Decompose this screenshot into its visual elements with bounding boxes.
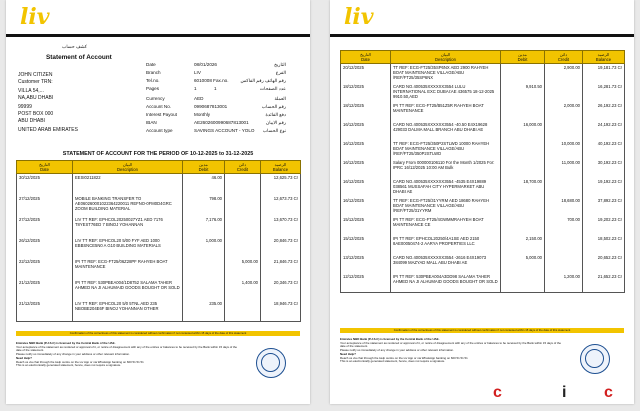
txn-credit [545,83,583,102]
header-rule [6,34,310,37]
col-header-description: البيان Description [391,51,501,64]
period-banner: STATEMENT OF ACCOUNT FOR THE PERIOD OF 10-12-2025 to 31-12-2025 [62,151,254,157]
txn-balance: 19,202.23 Cr [583,216,625,235]
footer-text: Emirates NBD Bank (P.J.S.C) is licensed by the Central Bank of the UAE. Your acceptance of the statement as rendered or approval of it, or notice of disagreement with any of the entries or balances to be received by the Bank within 15 days of the date of the statement. Please notify us immediately of any change in your address or other relevant information. Need Help? Reach us via chat through the Help centre on the Liv App or via WhatsApp banking on 600 51 51 51 This is an electronically generated statement, hence, does not require a signature. [16,341,237,368]
col-header-debit: مدين Debit [501,51,545,64]
txn-credit [225,300,261,322]
table-row [341,235,625,254]
txn-credit [225,216,261,237]
txn-description: CARD NO.400535XXXXXX3554 -4535 E4X19889 038561 MUSSAFAH CITY HYPERMARKET ABU DHABI AE [391,178,501,197]
txn-balance: 18,946.73 Cr [261,300,301,322]
txn-description: LIV TT REF: EPHCOL20 5/0 5TNL AED 235 NBOBE204E6F BINOJ YOHANNAN OTHER [73,300,183,322]
col-header-credit: دائن Credit [225,161,261,174]
txn-credit [545,178,583,197]
txn-balance: 13,670.73 Cr [261,216,301,237]
txn-balance: 12,673.73 Cr [261,195,301,216]
statement-page-1: liv كشف حساب Statement of Account JOHN CITIZEN Customer TRN: VILLA 54,... NA,ABU DHABI 99999 POST BOX 000 ABU DHABI UNITED ARAB EMIRATES Date 08/01/2026 التاريخ Branch LIV الفرع Tel.no. 6010008 Fax.no. رقم الهاتف رقم الفاكس Pages 1 1 عدد الصفحات Currency AED العملة Account No. 0990687813001 رقم الحساب Interest Payout Monthly دفع الفائدة IBAN AE2602600990687813001 رقم الايبان Account type SAVINGS ACCOUNT - YOLO نوع الحساب STATEMENT OF ACCOUNT FOR THE PERIOD OF 10-12-2025 to 31-12-2025 التاريخ Date البيان Description مدين Debit دائن Credit الرصيد Balance 30/12/2025 EESI0211822 46.00 12,625.73 Cr 27/12/2025 MOBILE BANKING TRANSFER TO AE060260001022364220011 REFNO-0FM0D4GRC ZOOM BUILDING MATERIAL 798.00 12,673.73 Cr 27/12/2025 LIV TT REF: EPHCOL20250027YZ1 AED 7176 T8YEST76ED 7 BINOJ YOHANNAN 7,176.00 13,670.73 Cr 26/12/2025 LIV TT REF: EPHCOL20 5/00 FYF AED 1000 EBBSNCE5N0 A G10 BUILDING MATERIALS 1,000.00 20,846.73 Cr 22/12/2025 IPI TT REF: ECG-FT25/06Z28PF RAHYEH BOAT MAINTENANCE 5,000.00 21,846.73 Cr 21/12/2025 IPI TT REF: 530PBEA004/1D8752 SALAMA TAHER AHMED NA JI ALHUMAID GOODS BOUGHT OR SOLD 1,400.00 20,346.73 Cr 21/12/2025 LIV TT REF: EPHCOL20 5/0 5TNL AED 235 NBOBE204E6F BINOJ YOHANNAN OTHER 235.00 18,946.73 Cr Confirmation of the correctness of this statement is considered without confirmation if not contested within 15 days of the date of this statement Emirates NBD Bank (P.J.S.C) is licensed by the Central Bank of the UAE. Your acceptance of the statement as rendered or approval of it, or notice of disagreement with any of the entries or balances to be received by the Bank within 15 days of the date of the statement. Please notify us immediately of any change in your address or other relevant information. Need Help? Reach us via chat through the Help centre on the Liv App or via WhatsApp banking on 600 51 51 51 This is an electronically generated statement, hence, does not require a signature. [6,0,310,404]
txn-debit [501,102,545,121]
txn-description: LIV TT REF: EPHCOL20 5/00 FYF AED 1000 EBBSNCE5N0 A G10 BUILDING MATERIALS [73,237,183,258]
txn-description: EESI0211822 [73,174,183,196]
txn-description: CARD NO.400535XXXXXX3554 LULU INTERNATIONAL EXC DUBAI:AE 436575 18-12-2025 9910.50,AED [391,83,501,102]
col-header-date: التاريخ Date [17,161,73,174]
txn-debit: 2,150.00 [501,235,545,254]
txn-date: 12/12/2025 [341,273,391,293]
txn-balance: 16,281.73 Cr [583,83,625,102]
table-row [341,140,625,159]
txn-description: TT REF: ECG-FT25/31YYRM AED 18680 RAHYEH BOAT MAINTENANCE VILLAGE/ABU /REF/FT25/31YYRM [391,197,501,216]
table-row [341,216,625,235]
txn-debit: 46.00 [183,174,225,196]
svg-text:liv: liv [20,4,50,30]
txn-credit [225,237,261,258]
watermark-letter: c [604,384,613,401]
watermark-letter: c [493,384,502,401]
footer-text: Emirates NBD Bank (P.J.S.C) is licensed by the Central Bank of the UAE. Your acceptance of the statement as rendered or approval of it, or notice of disagreement with any of the entries or balances to be received by the Bank within 15 days of the date of the statement. Please notify us immediately of any change in your address or other relevant information. Need Help? Reach us via chat through the Help centre on the Liv App or via WhatsApp banking on 600 51 51 51 This is an electronically generated statement, hence, does not require a signature. [340,337,561,364]
txn-description: IPI TT REF: EPHCOL20250/4A1SE AED 2150 8AE00050474-2 AARYA PROPERTIES LLC [391,235,501,254]
txn-debit [501,216,545,235]
txn-date: 16/12/2025 [341,140,391,159]
table-row [341,64,625,84]
txn-debit: 1,000.00 [183,237,225,258]
txn-description: IPI TT REF: 530PBEA004A3DD98 SALAMA TAHER AHMED NA JI ALHUMAID GOODS BOUGHT OR SOLD [391,273,501,293]
txn-date: 21/12/2025 [17,279,73,300]
txn-balance: 40,192.23 Cr [583,140,625,159]
col-header-balance: الرصيد Balance [261,161,301,174]
txn-date: 15/12/2025 [341,216,391,235]
header-rule [330,34,634,37]
table-row [341,83,625,102]
arabic-title: كشف حساب [62,44,87,49]
txn-debit [501,140,545,159]
liv-logo [18,4,58,30]
txn-credit: 1,200.00 [545,273,583,293]
txn-date: 16/12/2025 [341,197,391,216]
txn-credit: 1,400.00 [225,279,261,300]
table-row [341,254,625,273]
transactions-table-page-1 [16,160,301,322]
txn-credit: 700.00 [545,216,583,235]
txn-balance: 24,192.23 Cr [583,121,625,140]
txn-description: IPI TT REF: ECG-FT25/06Z28PF RAHYEH BOAT MAINTENANCE [73,258,183,279]
txn-credit: 2,900.00 [545,64,583,84]
txn-debit: 18,700.00 [501,178,545,197]
txn-balance: 20,346.73 Cr [261,279,301,300]
txn-date: 16/12/2025 [341,121,391,140]
txn-balance: 21,652.23 Cr [583,273,625,293]
txn-credit: 11,000.00 [545,159,583,178]
table-row [341,197,625,216]
svg-text:liv: liv [344,4,374,30]
txn-balance: 20,846.73 Cr [261,237,301,258]
txn-debit: 16,000.00 [501,121,545,140]
txn-date: 16/12/2025 [341,178,391,197]
txn-date: 27/12/2025 [17,216,73,237]
emirates-nbd-seal-icon [580,344,610,374]
txn-credit [225,174,261,196]
txn-date: 21/12/2025 [17,300,73,322]
txn-balance: 26,192.23 Cr [583,102,625,121]
txn-credit: 18,680.00 [545,197,583,216]
col-header-credit: دائن Credit [545,51,583,64]
table-row [17,216,301,237]
table-row [17,174,301,196]
txn-balance: 18,502.23 Cr [583,235,625,254]
txn-description: LIV TT REF: EPHCOL20250027YZ1 AED 7176 T8YEST76ED 7 BINOJ YOHANNAN [73,216,183,237]
table-row [341,102,625,121]
txn-debit: 5,000.00 [501,254,545,273]
table-row [17,237,301,258]
txn-debit: 235.00 [183,300,225,322]
txn-date: 16/12/2025 [341,159,391,178]
col-header-description: البيان Description [73,161,183,174]
txn-description: TT REF: ECG-FT25/35SP6NX AED 2900 RAHYEH BOAT MAINTENANCE VILLAGE/ABU /REF/FT25/35SP6NX [391,64,501,84]
txn-balance: 20,652.23 Cr [583,254,625,273]
txn-description: Salary From 000000106110 For the Month 1/2025 For: IPRC 16/12/2025 10:00 AM Bulk [391,159,501,178]
txn-debit [501,197,545,216]
txn-balance: 30,192.23 Cr [583,159,625,178]
txn-debit: 798.00 [183,195,225,216]
table-row [341,178,625,197]
txn-balance: 37,892.23 Cr [583,197,625,216]
txn-description: TT REF: ECG-FT25/350P2STLWD 10000 RAHYEH BOAT MAINTENANCE VILLAGE/ABU /REF/FT25/350P2STLWD [391,140,501,159]
txn-date: 26/12/2025 [17,237,73,258]
liv-logo [342,4,382,30]
col-header-date: التاريخ Date [341,51,391,64]
txn-balance: 19,181.73 Cr [583,64,625,84]
txn-credit [225,195,261,216]
col-header-debit: مدين Debit [183,161,225,174]
txn-description: IPI TT REF: ECG-FT25/B51Z5R RAHYEH BOAT MAINTENANCE [391,102,501,121]
table-row [17,195,301,216]
txn-date: 27/12/2025 [17,195,73,216]
txn-date: 30/12/2025 [17,174,73,196]
txn-debit [501,273,545,293]
txn-balance: 12,625.73 Cr [261,174,301,196]
txn-debit [501,64,545,84]
table-row [17,279,301,300]
txn-debit [501,159,545,178]
confirmation-band: Confirmation of the correctness of this statement is considered without confirmation if not contested within 15 days of the date of this statement [16,331,300,336]
txn-credit [545,254,583,273]
txn-description: CARD NO.400535XXXXXX3554 -40.50 E4X19628 429033 DALMA MALL BRANCH ABU DHABI AE [391,121,501,140]
txn-date: 18/12/2025 [341,83,391,102]
table-row [341,121,625,140]
txn-date: 15/12/2025 [341,235,391,254]
txn-date: 13/12/2025 [341,254,391,273]
txn-credit [545,235,583,254]
transactions-table-page-2 [340,50,625,293]
txn-description: MOBILE BANKING TRANSFER TO AE060260001022364220011 REFNO-0FM0D4GRC ZOOM BUILDING MATERIAL [73,195,183,216]
txn-credit: 2,000.00 [545,102,583,121]
txn-credit [545,121,583,140]
txn-debit [183,258,225,279]
txn-description: IPI TT REF: ECG-FT25/4GWMMRAHYEH BOAT MAINTENANCE CE [391,216,501,235]
txn-debit: 9,910.50 [501,83,545,102]
txn-balance: 21,846.73 Cr [261,258,301,279]
txn-description: IPI TT REF: 530PBEA004/1D8752 SALAMA TAHER AHMED NA JI ALHUMAID GOODS BOUGHT OR SOLD [73,279,183,300]
table-row [17,300,301,322]
table-row [341,159,625,178]
txn-credit: 5,000.00 [225,258,261,279]
statement-page-2 [330,0,634,404]
txn-date: 18/12/2025 [341,102,391,121]
txn-date: 20/12/2025 [341,64,391,84]
txn-description: CARD NO.400535XXXXXX3554 -2616 E4X19073 384099 MAZYAD MALL ABU DHABI AE [391,254,501,273]
txn-credit: 10,000.00 [545,140,583,159]
txn-debit [183,279,225,300]
statement-title: Statement of Account [46,54,112,61]
table-row [17,258,301,279]
col-header-balance: الرصيد Balance [583,51,625,64]
confirmation-band: Confirmation of the correctness of this statement is considered without confirmation if not contested within 15 days of the date of this statement [340,328,624,333]
emirates-nbd-seal-icon [256,348,286,378]
table-row [341,273,625,293]
watermark-letter: i [562,384,567,401]
txn-debit: 7,176.00 [183,216,225,237]
txn-date: 22/12/2025 [17,258,73,279]
txn-balance: 19,192.23 Cr [583,178,625,197]
